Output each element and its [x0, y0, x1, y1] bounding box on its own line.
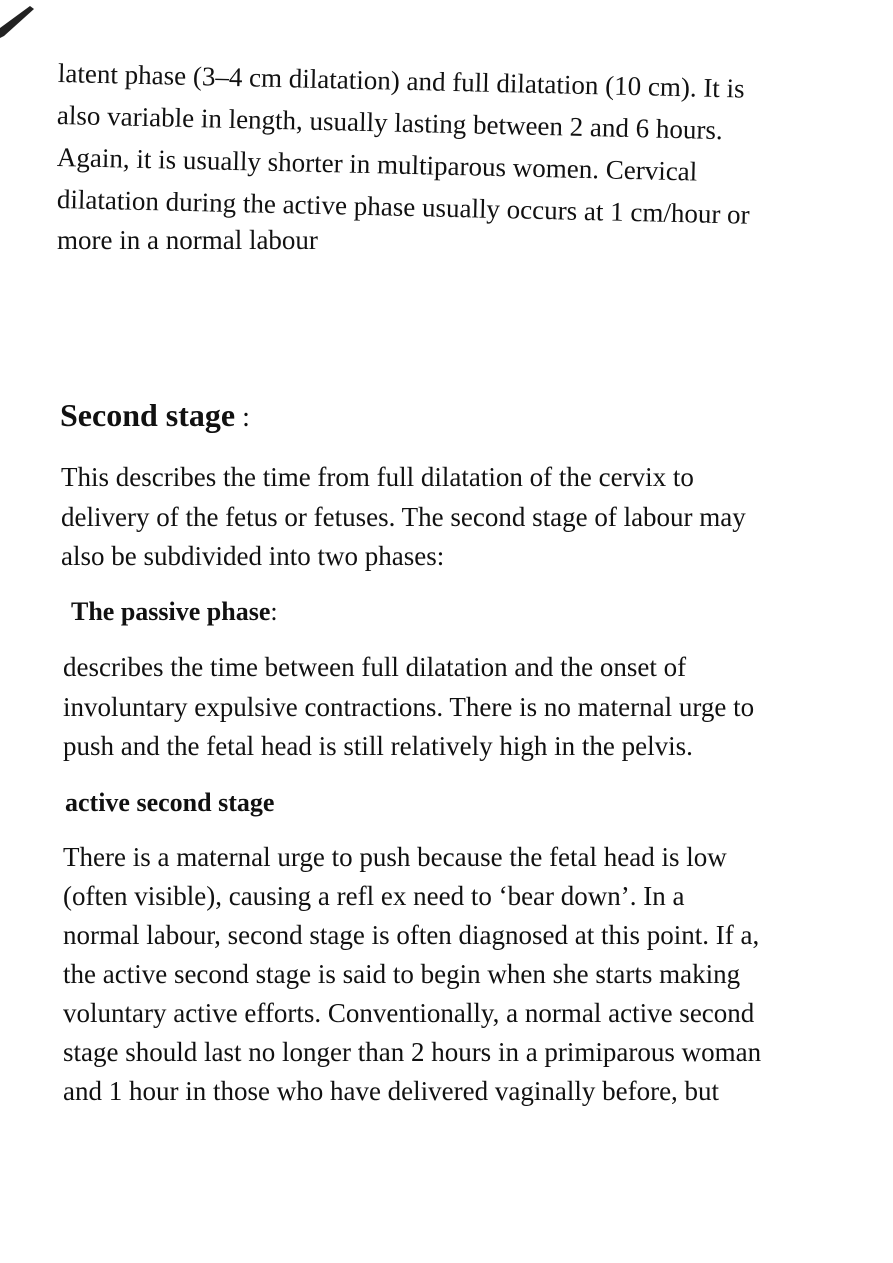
paragraph-line: voluntary active efforts. Conventionally, a normal active second: [63, 998, 755, 1028]
paragraph-line: stage should last no longer than 2 hours in a primiparous woman: [63, 1037, 762, 1067]
paragraph-line: (often visible), causing a refl ex need to ‘bear down’. In a: [63, 881, 685, 911]
description-line: delivery of the fetus or fetuses. The second stage of labour may: [61, 502, 746, 532]
intro-line: dilatation during the active phase usually occurs at 1 cm/hour or: [56, 184, 750, 230]
intro-line: latent phase (3–4 cm dilatation) and full dilatation (10 cm). It is: [57, 58, 745, 104]
intro-line: more in a normal labour: [57, 225, 318, 255]
section-heading-text: Second stage: [60, 397, 236, 433]
subheading-colon: :: [270, 597, 278, 626]
paragraph-line: involuntary expulsive contractions. There is no maternal urge to: [63, 692, 755, 722]
paragraph-line: push and the fetal head is still relatively high in the pelvis.: [63, 731, 693, 761]
page-corner-mark: [0, 0, 40, 40]
intro-line: also variable in length, usually lasting between 2 and 6 hours.: [56, 100, 724, 146]
section-heading-colon: :: [235, 402, 250, 433]
subheading-text: The passive phase: [71, 597, 271, 626]
paragraph-line: and 1 hour in those who have delivered vaginally before, but: [63, 1076, 720, 1106]
paragraph-line: normal labour, second stage is often diagnosed at this point. If a,: [63, 920, 760, 950]
section-heading-second-stage: [60, 396, 250, 437]
subheading-passive-phase: [71, 597, 278, 627]
paragraph-line: the active second stage is said to begin when she starts making: [63, 959, 741, 989]
intro-line: Again, it is usually shorter in multiparous women. Cervical: [56, 142, 698, 187]
description-line: This describes the time from full dilatation of the cervix to: [61, 462, 694, 492]
subheading-active-second-stage: active second stage: [65, 788, 275, 817]
paragraph-line: describes the time between full dilatation and the onset of: [63, 652, 687, 682]
paragraph-line: There is a maternal urge to push because the fetal head is low: [63, 842, 727, 872]
description-line: also be subdivided into two phases:: [61, 541, 445, 571]
